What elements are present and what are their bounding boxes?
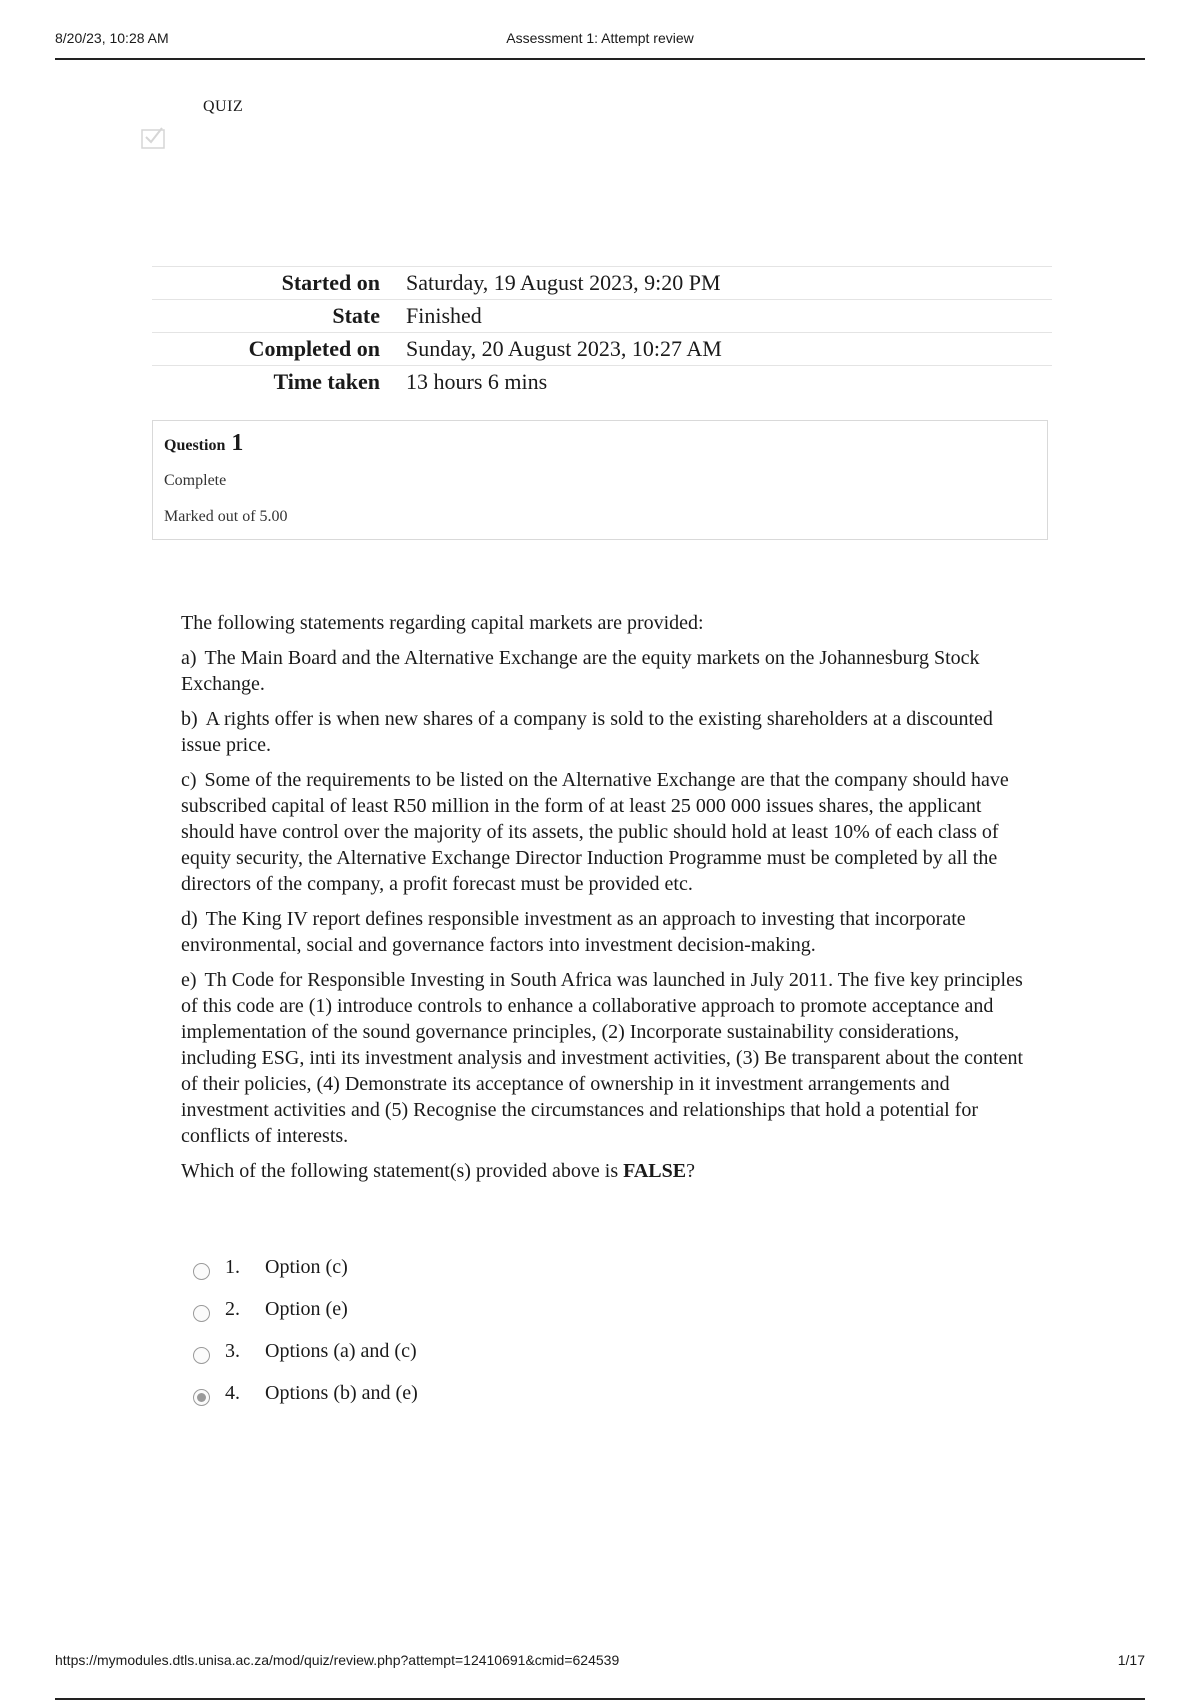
statement-text: The King IV report defines responsible investment as an approach to investing that incorporate environmental, social and governance factors into investment decision-making. bbox=[181, 908, 966, 956]
statement-b bbox=[181, 706, 1031, 758]
question-info-box bbox=[152, 420, 1048, 540]
statement-label: c) bbox=[181, 769, 197, 791]
print-datetime: 8/20/23, 10:28 AM bbox=[55, 30, 169, 46]
answer-number: 1. bbox=[225, 1256, 240, 1278]
statement-a bbox=[181, 645, 1031, 697]
answer-number: 3. bbox=[225, 1340, 240, 1362]
print-url: https://mymodules.dtls.unisa.ac.za/mod/quiz/review.php?attempt=12410691&cmid=624539 bbox=[55, 1652, 620, 1668]
statement-label: b) bbox=[181, 708, 198, 730]
statement-label: e) bbox=[181, 969, 197, 991]
summary-label: Started on bbox=[281, 270, 380, 295]
summary-row-state bbox=[152, 300, 1052, 333]
summary-row-time-taken bbox=[152, 366, 1052, 399]
summary-row-started bbox=[152, 267, 1052, 300]
answer-number: 2. bbox=[225, 1298, 240, 1320]
summary-label: State bbox=[332, 303, 380, 328]
summary-label: Time taken bbox=[273, 369, 380, 394]
radio-button[interactable] bbox=[193, 1263, 210, 1280]
prompt-end: ? bbox=[686, 1160, 695, 1182]
summary-value: Saturday, 19 August 2023, 9:20 PM bbox=[406, 270, 721, 295]
quiz-label: QUIZ bbox=[203, 98, 244, 115]
summary-value: Sunday, 20 August 2023, 10:27 AM bbox=[406, 336, 722, 361]
summary-row-completed bbox=[152, 333, 1052, 366]
question-text bbox=[181, 610, 1031, 1193]
radio-button[interactable] bbox=[193, 1347, 210, 1364]
statement-c bbox=[181, 767, 1031, 897]
statement-text: The Main Board and the Alternative Exchange are the equity markets on the Johannesburg Stock Exchange. bbox=[181, 647, 980, 695]
radio-button[interactable] bbox=[193, 1389, 210, 1406]
answer-text: Options (b) and (e) bbox=[265, 1382, 418, 1404]
statement-text: Th Code for Responsible Investing in South Africa was launched in July 2011. The five key principles of this code are (1) introduce controls to enhance a collaborative approach to promote acceptance and implementation of the sound governance principles, (2) Incorporate sustainability considerations, including ESG, inti its investment analysis and investment activities, (3) Be transparent about the content of their policies, (4) Demonstrate its acceptance of ownership in it investment arrangements and investment activities and (5) Recognise the circumstances and relationships that hold a potential for conflicts of interests. bbox=[181, 969, 1024, 1147]
statement-label: d) bbox=[181, 908, 198, 930]
answer-text: Option (e) bbox=[265, 1298, 348, 1320]
attempt-summary-table bbox=[152, 266, 1052, 398]
prompt-text: Which of the following statement(s) provided above is bbox=[181, 1160, 624, 1182]
answer-text: Option (c) bbox=[265, 1256, 348, 1278]
statement-d bbox=[181, 906, 1031, 958]
summary-label: Completed on bbox=[248, 336, 380, 361]
radio-button[interactable] bbox=[193, 1305, 210, 1322]
print-header bbox=[55, 28, 1145, 60]
question-marks: Marked out of 5.00 bbox=[164, 508, 288, 525]
print-footer bbox=[55, 1644, 1145, 1700]
summary-value: 13 hours 6 mins bbox=[406, 369, 548, 394]
question-intro: The following statements regarding capital markets are provided: bbox=[181, 612, 704, 634]
print-title: Assessment 1: Attempt review bbox=[506, 30, 694, 46]
quiz-icon bbox=[140, 124, 168, 150]
question-state: Complete bbox=[164, 472, 227, 489]
statement-text: A rights offer is when new shares of a company is sold to the existing shareholders at a discounted issue price. bbox=[181, 708, 993, 756]
question-prompt bbox=[181, 1158, 1031, 1184]
question-number-value: 1 bbox=[231, 430, 244, 456]
prompt-emphasis: FALSE bbox=[623, 1160, 687, 1182]
statement-text: Some of the requirements to be listed on the Alternative Exchange are that the company should have subscribed capital of least R50 million in the form of at least 25 000 000 issues shares, the applicant should have control over the majority of its assets, the public should hold at least 10% of each class of equity security, the Alternative Exchange Director Induction Programme must be completed by all the directors of the company, a profit forecast must be provided etc. bbox=[181, 769, 1009, 895]
answer-text: Options (a) and (c) bbox=[265, 1340, 417, 1362]
answer-number: 4. bbox=[225, 1382, 240, 1404]
summary-value: Finished bbox=[406, 303, 482, 328]
question-label: Question bbox=[164, 437, 226, 454]
question-number bbox=[164, 430, 243, 457]
print-page-number: 1/17 bbox=[1117, 1652, 1145, 1668]
statement-label: a) bbox=[181, 647, 197, 669]
statement-e bbox=[181, 967, 1031, 1149]
